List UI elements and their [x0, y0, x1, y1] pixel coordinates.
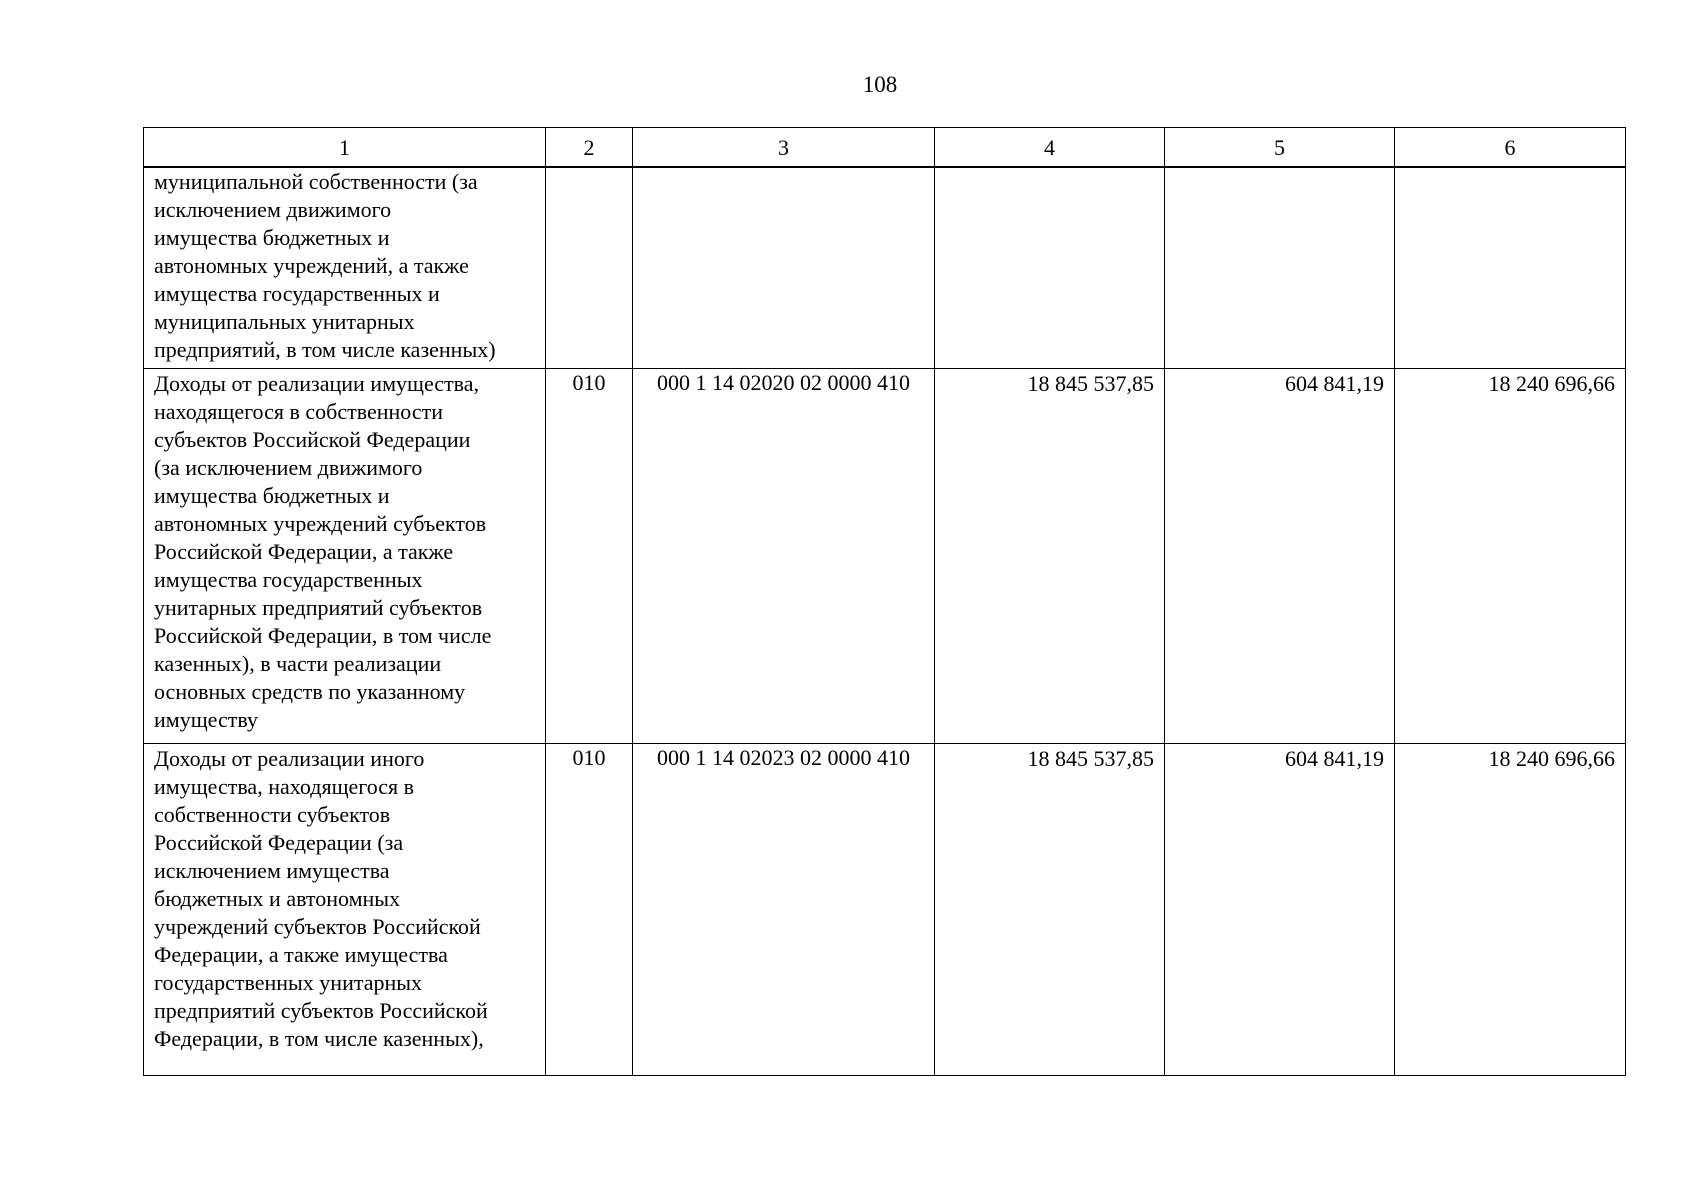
executed-cell	[1165, 369, 1395, 744]
line-code: 010	[572, 370, 606, 395]
income-name-cell	[144, 167, 546, 369]
unexecuted-amount: 18 240 696,66	[1488, 746, 1615, 771]
line-code-cell	[546, 744, 633, 1076]
column-header-2: 2	[546, 128, 633, 168]
budget-code-cell	[633, 744, 935, 1076]
approved-cell	[935, 744, 1165, 1076]
executed-amount: 604 841,19	[1285, 371, 1384, 396]
line-code: 010	[572, 745, 606, 770]
column-header-1: 1	[144, 128, 546, 168]
column-header-3: 3	[633, 128, 935, 168]
income-name: Доходы от реализации имущества, находящегося в собственности субъектов Российской Федерации (за исключением движимого имущества бюджетных и автономных учреждений субъектов Российской Федерации, а также имущества государственных унитарных предприятий субъектов Российской Федерации, в том числе казенных), в части реализации основных средств по указанному имуществу	[154, 371, 492, 732]
income-name-cell	[144, 744, 546, 1076]
approved-cell	[935, 167, 1165, 369]
approved-amount: 18 845 537,85	[1027, 746, 1154, 771]
executed-cell	[1165, 167, 1395, 369]
unexecuted-cell	[1395, 369, 1626, 744]
page-number: 108	[862, 72, 898, 97]
executed-cell	[1165, 744, 1395, 1076]
executed-amount: 604 841,19	[1285, 746, 1384, 771]
table-row	[144, 167, 1626, 369]
column-header-5: 5	[1165, 128, 1395, 168]
table-row	[144, 369, 1626, 744]
income-name: муниципальной собственности (за исключением движимого имущества бюджетных и автономных учреждений, а также имущества государственных и муниципальных унитарных предприятий, в том числе казенных)	[154, 169, 496, 362]
approved-amount: 18 845 537,85	[1027, 371, 1154, 396]
line-code-cell	[546, 167, 633, 369]
budget-code-cell	[633, 167, 935, 369]
unexecuted-cell	[1395, 167, 1626, 369]
column-header-4: 4	[935, 128, 1165, 168]
budget-table	[143, 127, 1626, 1076]
unexecuted-amount: 18 240 696,66	[1488, 371, 1615, 396]
income-name-cell	[144, 369, 546, 744]
unexecuted-cell	[1395, 744, 1626, 1076]
approved-cell	[935, 369, 1165, 744]
table-row	[144, 744, 1626, 1076]
budget-code-cell	[633, 369, 935, 744]
column-header-6: 6	[1395, 128, 1626, 168]
line-code-cell	[546, 369, 633, 744]
table-header-row	[144, 128, 1626, 168]
income-name: Доходы от реализации иного имущества, находящегося в собственности субъектов Российской Федерации (за исключением имущества бюджетных и автономных учреждений субъектов Российской Федерации, а также имущества государственных унитарных предприятий субъектов Российской Федерации, в том числе казенных),	[154, 746, 488, 1051]
budget-code: 000 1 14 02020 02 0000 410	[657, 370, 910, 395]
budget-code: 000 1 14 02023 02 0000 410	[657, 745, 910, 770]
